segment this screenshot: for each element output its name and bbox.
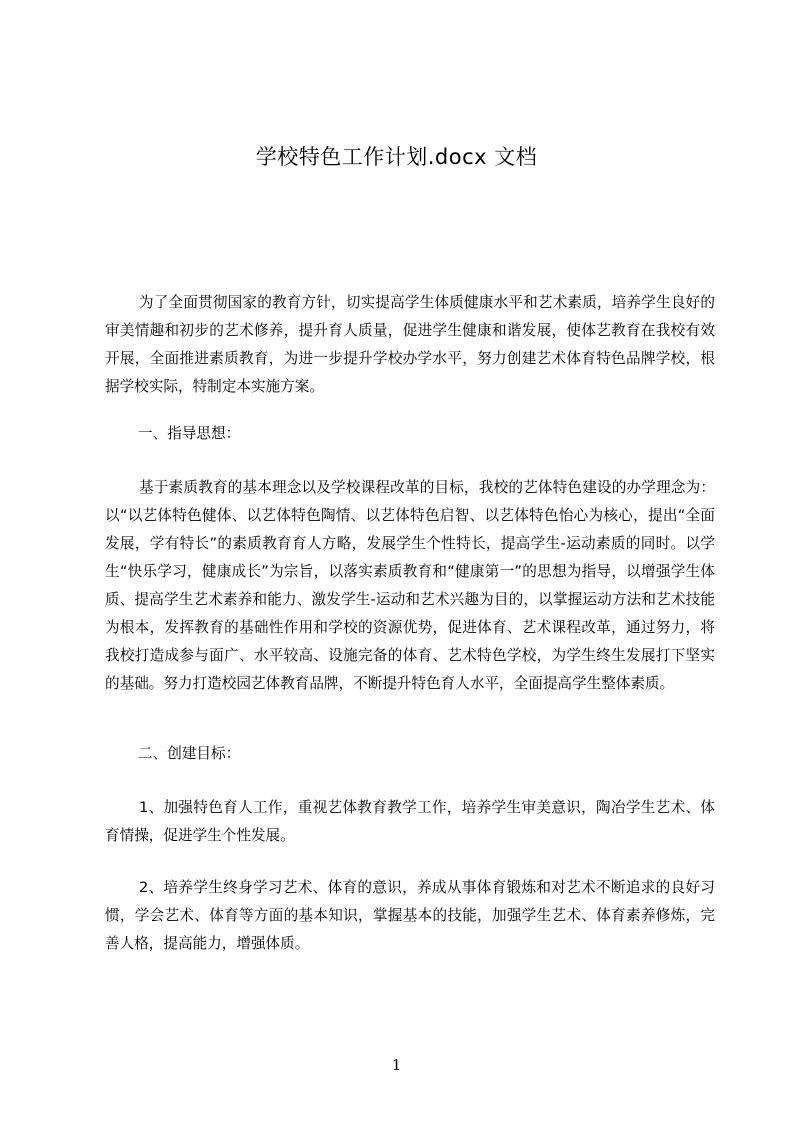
intro-paragraph: 为了全面贯彻国家的教育方针，切实提高学生体质健康水平和艺术素质，培养学生良好的审美情趣和初步的艺术修养，提升育人质量，促进学生健康和谐发展，使体艺教育在我校有效开展，全面推进素质教育，为进一步提升学校办学水平，努力创建艺术体育特色品牌学校，根据学校实际，特制定本实施方案。: [105, 294, 715, 395]
section-heading-goals: 二、创建目标：: [138, 745, 241, 762]
document-title: 学校特色工作计划.docx 文档: [255, 145, 538, 169]
goal-item-1: 1、加强特色育人工作，重视艺体教育教学工作，培养学生审美意识，陶冶学生艺术、体育情操，促进学生个性发展。: [105, 799, 715, 844]
goal-item-2: 2、培养学生终身学习艺术、体育的意识，养成从事体育锻炼和对艺术不断追求的良好习惯，学会艺术、体育等方面的基本知识，掌握基本的技能，加强学生艺术、体育素养修炼，完善人格，提高能力，增强体质。: [105, 879, 715, 952]
page-number: 1: [391, 1056, 402, 1074]
section-heading-guiding-thought: 一、指导思想：: [138, 425, 241, 442]
guiding-thought-paragraph: 基于素质教育的基本理念以及学校课程改革的目标，我校的艺体特色建设的办学理念为：以“以艺体特色健体、以艺体特色陶情、以艺体特色启智、以艺体特色怡心为核心，提出“全面发展，学有特长”的素质教育育人方略，发展学生个性特长，提高学生-运动素质的同时。以学生“快乐学习，健康成长”为宗旨，以落实素质教育和“健康第一”的思想为指导，以增强学生体质、提高学生艺术素养和能力、激发学生-运动和艺术兴趣为目的，以掌握运动方法和艺术技能为根本，发挥教育的基础性作用和学校的资源优势，促进体育、艺术课程改革，通过努力，将我校打造成参与面广、水平较高、设施完备的体育、艺术特色学校，为学生终生发展打下坚实的基础。努力打造校园艺体教育品牌，不断提升特色育人水平，全面提高学生整体素质。: [105, 479, 715, 692]
